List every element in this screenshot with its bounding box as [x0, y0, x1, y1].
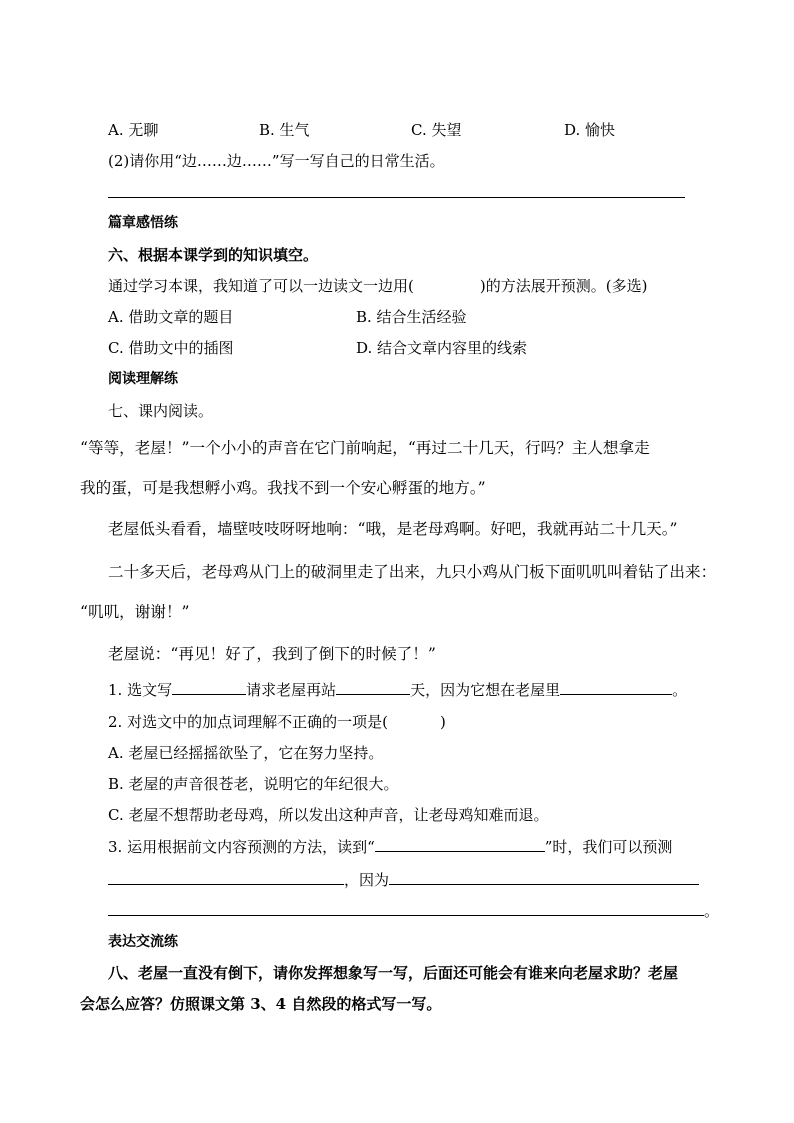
- question-8-line-1: 八、老屋一直没有倒下，请你发挥想象写一写，后面还可能会有谁来向老屋求助？老屋: [108, 964, 679, 982]
- q6-option-b: B. 结合生活经验: [356, 308, 467, 326]
- sub2-stem-before: 2. 对选文中的加点词理解不正确的一项是(: [108, 713, 388, 731]
- question-6-stem: [108, 276, 647, 296]
- sub3-blank-prediction[interactable]: [108, 870, 344, 885]
- sub3-end: 。: [704, 902, 720, 920]
- sub3-blank-reason[interactable]: [389, 870, 699, 885]
- sub1-part-2: 请求老屋再站: [246, 681, 337, 699]
- sub1-blank-who[interactable]: [172, 680, 246, 695]
- sub3-because: ，因为: [344, 871, 390, 889]
- sub1-end: 。: [672, 681, 688, 699]
- sub3-blank-reason-cont[interactable]: [108, 901, 704, 916]
- option-d: D. 愉快: [564, 121, 616, 139]
- q6-option-a: A. 借助文章的题目: [108, 308, 234, 326]
- sub3-part-1: 3. 运用根据前文内容预测的方法，读到“: [108, 838, 375, 856]
- sub1-blank-reason[interactable]: [560, 680, 672, 695]
- section-heading-express: 表达交流练: [108, 934, 178, 950]
- answer-line[interactable]: [108, 197, 685, 198]
- passage-paragraph: 老屋说：“再见！好了，我到了倒下的时候了！”: [108, 645, 436, 663]
- sub-question-2: [108, 712, 446, 732]
- passage-paragraph: 老屋低头看看，墙壁吱吱呀呀地响：“哦，是老母鸡啊。好吧，我就再站二十几天。”: [108, 520, 678, 538]
- option-b: B. 生气: [259, 121, 310, 139]
- sub3-part-2: ”时，我们可以预测: [544, 838, 673, 856]
- sub2-option-b: B. 老屋的声音很苍老，说明它的年纪很大。: [108, 775, 399, 793]
- passage-paragraph: 我的蛋，可是我想孵小鸡。我找不到一个安心孵蛋的地方。”: [80, 479, 486, 497]
- sub1-part-3: 天，因为它想在老屋里: [410, 681, 561, 699]
- q6-stem-before: 通过学习本课，我知道了可以一边读文一边用(: [108, 277, 414, 295]
- sub3-blank-quote[interactable]: [375, 837, 545, 852]
- sub2-stem-after: ): [439, 713, 446, 731]
- option-a: A. 无聊: [108, 121, 159, 139]
- passage-paragraph: “等等，老屋！”一个小小的声音在它门前响起，“再过二十几天，行吗？主人想拿走: [80, 439, 650, 457]
- sub-question-3: [108, 837, 672, 857]
- question-6-title: 六、根据本课学到的知识填空。: [108, 246, 319, 264]
- q6-option-c: C. 借助文中的插图: [108, 339, 234, 357]
- sub3-line-3: [108, 901, 719, 921]
- option-c: C. 失望: [411, 121, 462, 139]
- passage-paragraph: “叽叽，谢谢！”: [80, 603, 190, 621]
- question-8-line-2: 会怎么应答？仿照课文第 3、4 自然段的格式写一写。: [80, 995, 442, 1013]
- section-heading-reading: 阅读理解练: [108, 371, 178, 387]
- q6-stem-after: )的方法展开预测。(多选): [479, 277, 648, 295]
- question-7-title: 七、课内阅读。: [108, 402, 214, 420]
- sub-question-1: [108, 680, 687, 700]
- sub1-part-1: 1. 选文写: [108, 681, 173, 699]
- sub2-option-a: A. 老屋已经摇摇欲坠了，它在努力坚持。: [108, 744, 384, 762]
- passage-paragraph: 二十多天后，老母鸡从门上的破洞里走了出来，九只小鸡从门板下面叽叽叫着钻了出来：: [108, 563, 717, 581]
- sub2-option-c: C. 老屋不想帮助老母鸡，所以发出这种声音，让老母鸡知难而退。: [108, 806, 549, 824]
- question-sentence-making: (2)请你用“边……边……”写一写自己的日常生活。: [108, 152, 445, 170]
- section-heading-chapter: 篇章感悟练: [108, 215, 178, 231]
- sub1-blank-days[interactable]: [336, 680, 410, 695]
- q6-option-d: D. 结合文章内容里的线索: [356, 339, 528, 357]
- sub3-line-2: [108, 870, 699, 890]
